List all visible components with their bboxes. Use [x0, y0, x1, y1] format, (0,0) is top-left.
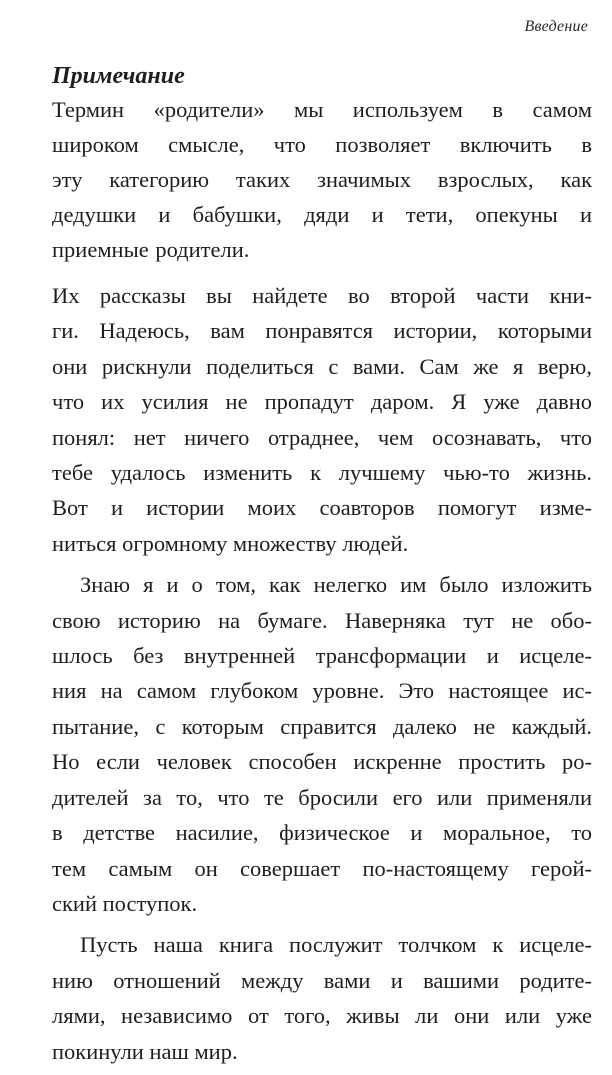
- text-line: нию отношений между вами и вашими родите-: [52, 967, 592, 993]
- text-line: пытание, с которым справится далеко не каждый.: [52, 713, 592, 739]
- text-line: ния на самом глубоком уровне. Это настоящее ис-: [52, 678, 592, 704]
- text-line: в детстве насилие, физическое и моральное, то: [52, 820, 592, 846]
- text-line: Вот и истории моих соавторов помогут изме-: [52, 495, 592, 521]
- note-line: эту категорию таких значимых взрослых, как: [52, 167, 592, 192]
- note-body: [52, 92, 592, 267]
- note-line: широком смысле, что позволяет включить в: [52, 132, 592, 157]
- text-line: тем самым он совершает по-настоящему герой-: [52, 855, 592, 881]
- text-line: свою историю на бумаге. Наверняка тут не обо-: [52, 607, 592, 633]
- text-line: покинули наш мир.: [52, 1038, 238, 1064]
- paragraph: [52, 927, 592, 1069]
- text-line: ский поступок.: [52, 890, 198, 916]
- note-line: дедушки и бабушки, дяди и тети, опекуны и: [52, 202, 592, 227]
- paragraph: [52, 567, 592, 921]
- text-line: шлось без внутренней трансформации и исцеле-: [52, 643, 592, 669]
- text-line: Пусть наша книга послужит толчком к исцеле-: [80, 932, 592, 958]
- note-title: Примечание: [52, 63, 185, 89]
- text-line: тебе удалось изменить к лучшему чью-то жизнь.: [52, 460, 592, 486]
- text-line: Но если человек способен искренне простить ро-: [52, 749, 592, 775]
- text-line: ниться огромному множеству людей.: [52, 530, 409, 556]
- text-line: понял: нет ничего отраднее, чем осознавать, что: [52, 424, 592, 450]
- text-line: они рискнули поделиться с вами. Сам же я верю,: [52, 353, 592, 379]
- text-line: ги. Надеюсь, вам понравятся истории, которыми: [52, 318, 592, 344]
- running-header: Введение: [524, 18, 588, 35]
- note-line: приемные родители.: [52, 237, 250, 262]
- note-line: Термин «родители» мы используем в самом: [52, 97, 592, 122]
- note-block: [52, 62, 592, 267]
- text-line: дителей за то, что те бросили его или применяли: [52, 784, 592, 810]
- text-line: Знаю я и о том, как нелегко им было изложить: [80, 572, 592, 598]
- text-line: что их усилия не пропадут даром. Я уже давно: [52, 389, 592, 415]
- paragraph: [52, 278, 592, 561]
- main-text: [52, 278, 592, 1075]
- text-line: Их рассказы вы найдете во второй части кни-: [52, 283, 592, 308]
- text-line: лями, независимо от того, живы ли они или уже: [52, 1003, 592, 1029]
